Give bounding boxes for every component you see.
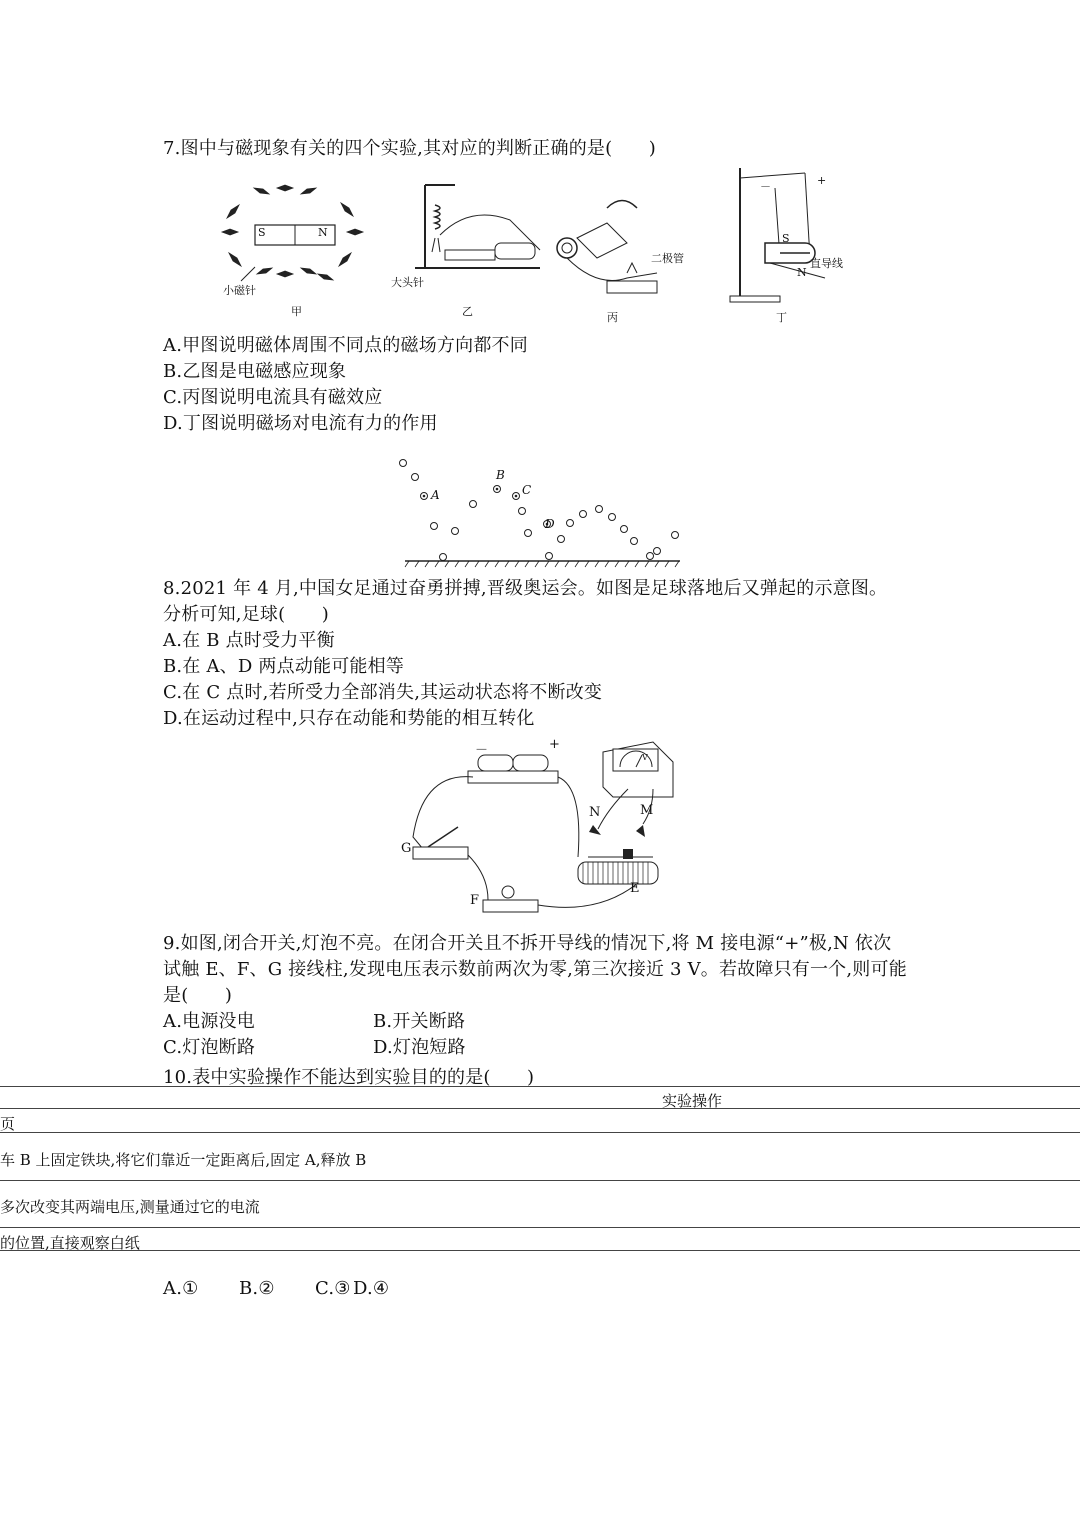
ding-s-label: S	[782, 232, 790, 245]
ding-n-label: N	[797, 266, 807, 279]
battery-plus-label: +	[549, 737, 560, 752]
table-row-border-3	[0, 1227, 1080, 1228]
q9-stem-line3: 是( )	[163, 985, 233, 1006]
q9-option-a: A.电源没电	[163, 1011, 255, 1032]
point-b-label: B	[496, 468, 505, 482]
q10-answer-d: D.④	[353, 1278, 390, 1299]
table-row-border-2	[0, 1180, 1080, 1181]
terminal-e-label: E	[630, 881, 640, 896]
figure-circuit	[398, 737, 688, 917]
q10-stem: 10.表中实验操作不能达到实验目的的是( )	[163, 1067, 535, 1088]
q9-stem-line1: 9.如图,闭合开关,灯泡不亮。在闭合开关且不拆开导线的情况下,将 M 接电源“+”极,N 依次	[163, 933, 892, 954]
q8-option-d: D.在运动过程中,只存在动能和势能的相互转化	[163, 708, 535, 729]
fig-label-yi: 乙	[462, 305, 473, 318]
battery-minus-label: －	[475, 743, 489, 758]
q9-options-row2	[163, 1033, 466, 1059]
table-top-border	[0, 1086, 1080, 1087]
table-row-1: 页	[0, 1115, 16, 1133]
q8-option-a: A.在 B 点时受力平衡	[163, 630, 335, 651]
q9-stem-line2: 试触 E、F、G 接线柱,发现电压表示数前两次为零,第三次接近 3 V。若故障只有一个,则可能	[163, 959, 907, 980]
table-row-2: 车 B 上固定铁块,将它们靠近一定距离后,固定 A,释放 B	[0, 1151, 367, 1169]
generator-diode-diagram	[547, 193, 697, 298]
electromagnet-diagram	[400, 180, 545, 275]
table-row-3: 多次改变其两端电压,测量通过它的电流	[0, 1198, 260, 1216]
figure-bouncing-ball	[395, 455, 690, 570]
figure-yi	[400, 180, 545, 275]
fig-label-bing: 丙	[607, 311, 618, 324]
magnet-n-label: N	[318, 226, 328, 239]
q9-option-b: B.开关断路	[373, 1011, 466, 1032]
q9-option-d: D.灯泡短路	[373, 1037, 466, 1058]
q7-option-d: D.丁图说明磁场对电流有力的作用	[163, 413, 438, 434]
q10-answers	[163, 1278, 390, 1299]
point-a-label: A	[431, 488, 440, 502]
probe-m-label: M	[640, 803, 654, 818]
q8-option-c: C.在 C 点时,若所受力全部消失,其运动状态将不断改变	[163, 682, 603, 703]
q7-option-c: C.丙图说明电流具有磁效应	[163, 387, 383, 408]
q8-option-b: B.在 A、D 两点动能可能相等	[163, 656, 405, 677]
table-bottom-border	[0, 1250, 1080, 1251]
ding-minus-label: －	[760, 180, 771, 193]
bar-magnet-diagram	[215, 183, 365, 283]
figure-jia	[215, 183, 365, 283]
q7-option-a: A.甲图说明磁体周围不同点的磁场方向都不同	[163, 335, 528, 356]
table-row-border-1	[0, 1132, 1080, 1133]
wire-label: 直导线	[810, 257, 843, 270]
q7-stem: 7.图中与磁现象有关的四个实验,其对应的判断正确的是( )	[163, 138, 656, 159]
pin-label: 大头针	[391, 276, 424, 289]
point-d-label: D	[545, 517, 555, 531]
table-row-4: 的位置,直接观察白纸	[0, 1234, 140, 1252]
voltmeter-v-label: V	[642, 753, 648, 762]
q9-option-c: C.灯泡断路	[163, 1037, 256, 1058]
q10-answer-c: C.③	[315, 1278, 351, 1299]
q7-option-b: B.乙图是电磁感应现象	[163, 361, 347, 382]
compass-label: 小磁针	[223, 284, 256, 297]
q8-stem-line2: 分析可知,足球( )	[163, 604, 329, 625]
table-header-border	[0, 1108, 1080, 1109]
terminal-g-label: G	[401, 841, 412, 856]
point-c-label: C	[522, 483, 532, 497]
ding-plus-label: +	[817, 174, 827, 187]
magnet-s-label: S	[258, 226, 266, 239]
ball-trajectory-diagram	[395, 455, 690, 570]
fig-label-jia: 甲	[291, 305, 302, 318]
q10-answer-b: B.②	[239, 1278, 275, 1299]
table-header: 实验操作	[662, 1092, 723, 1110]
q10-answer-a: A.①	[163, 1278, 199, 1299]
diode-label: 二极管	[651, 252, 684, 265]
q9-options-row1	[163, 1007, 466, 1033]
fig-label-ding: 丁	[776, 311, 787, 324]
probe-n-label: N	[589, 805, 601, 820]
terminal-f-label: F	[470, 893, 480, 908]
figure-bing	[547, 193, 697, 298]
circuit-diagram	[398, 737, 688, 917]
q8-stem-line1: 8.2021 年 4 月,中国女足通过奋勇拼搏,晋级奥运会。如图是足球落地后又弹起的示意图。	[163, 578, 888, 599]
